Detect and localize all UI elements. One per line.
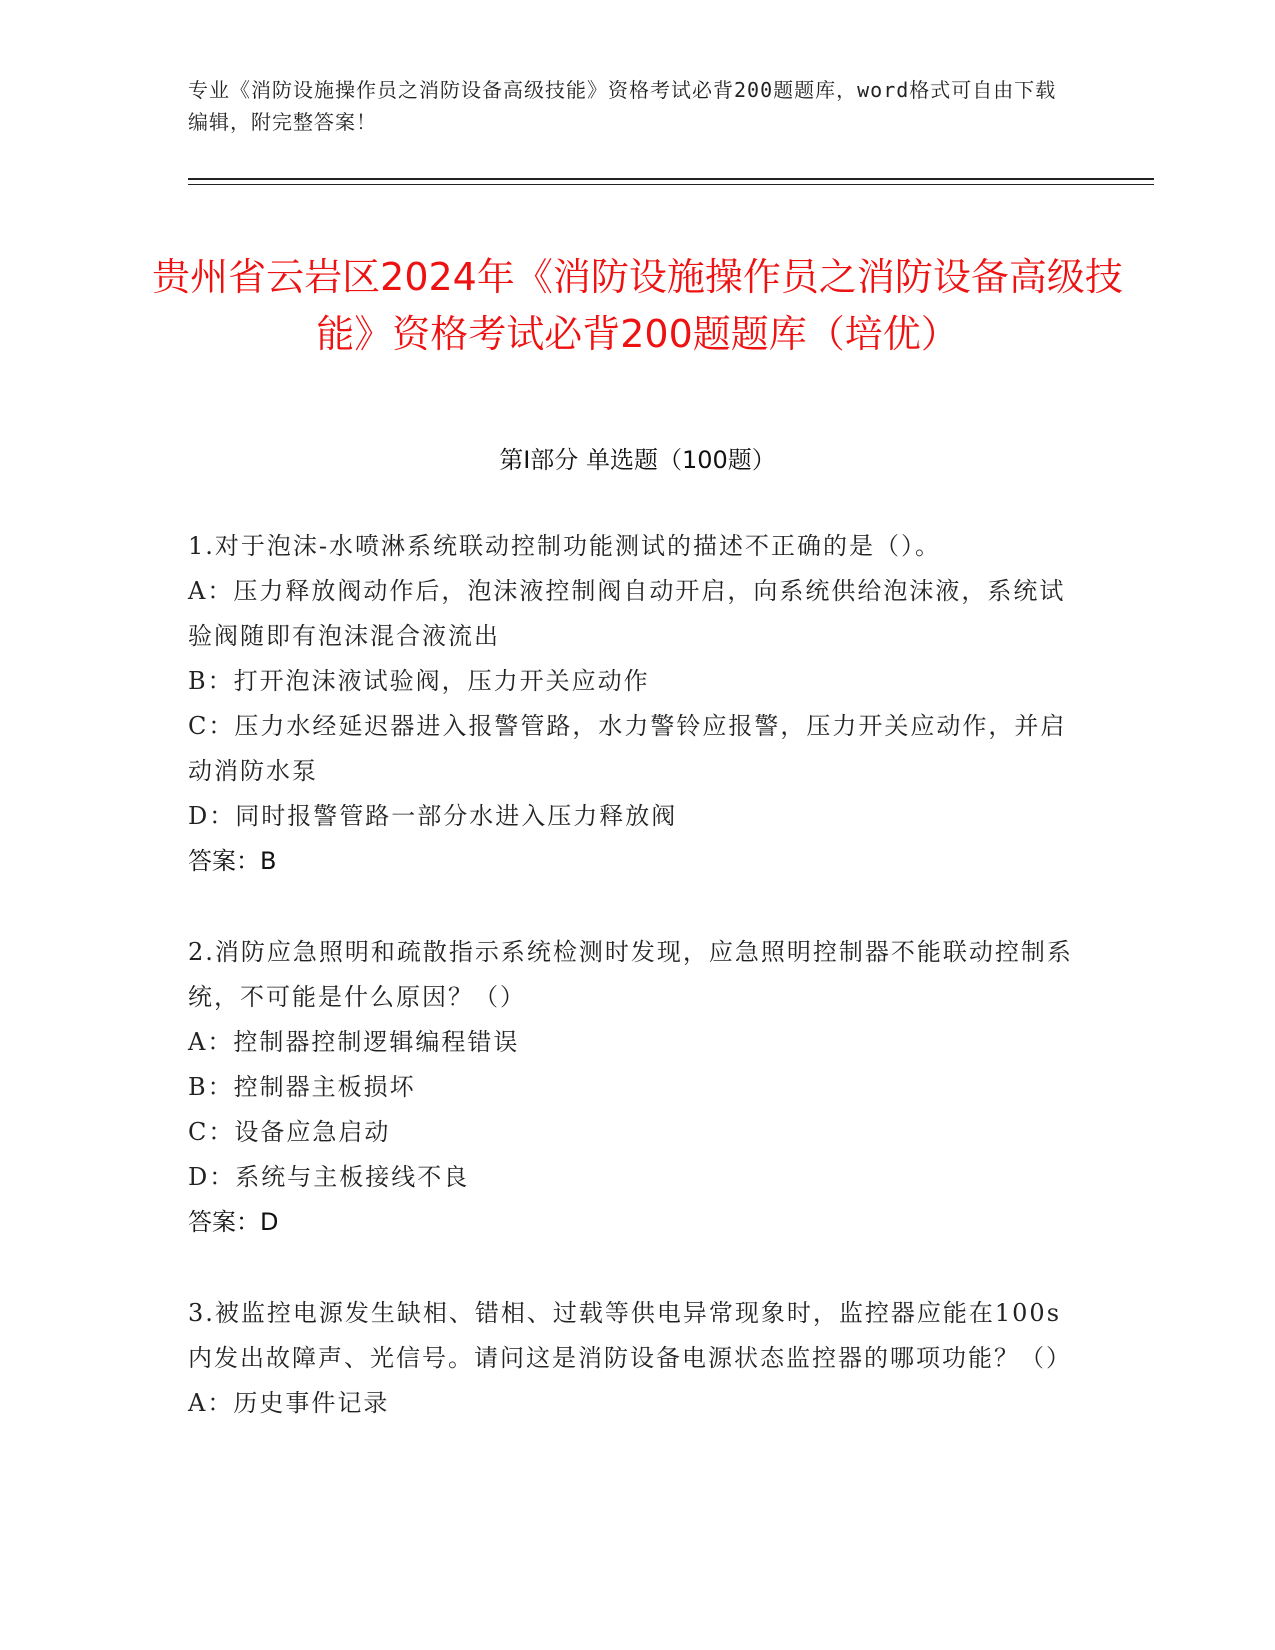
option-d: D：系统与主板接线不良 <box>188 1163 470 1191</box>
question-item <box>188 1291 1078 1426</box>
intro-text: 专业《消防设施操作员之消防设备高级技能》资格考试必背200题题库，word格式可自由下载编辑，附完整答案！ <box>188 78 1057 134</box>
option-c: C：设备应急启动 <box>188 1118 391 1146</box>
answer-label: 答案：D <box>188 1208 279 1236</box>
question-stem: 2.消防应急照明和疏散指示系统检测时发现，应急照明控制器不能联动控制系统，不可能是什么原因？（） <box>188 938 1073 1011</box>
option-a: A：控制器控制逻辑编程错误 <box>188 1028 520 1056</box>
option-b: B：打开泡沫液试验阀，压力开关应动作 <box>188 667 650 695</box>
header-divider-thick <box>188 178 1154 180</box>
question-item <box>188 930 1078 1245</box>
option-d: D：同时报警管路一部分水进入压力释放阀 <box>188 802 678 830</box>
option-c: C：压力水经延迟器进入报警管路，水力警铃应报警，压力开关应动作，并启动消防水泵 <box>188 712 1067 785</box>
option-a: A：压力释放阀动作后，泡沫液控制阀自动开启，向系统供给泡沫液，系统试验阀随即有泡沫混合液流出 <box>188 577 1066 650</box>
section-heading: 第Ⅰ部分 单选题（100题） <box>499 446 776 474</box>
header-divider-thin <box>188 184 1154 185</box>
option-b: B：控制器主板损坏 <box>188 1073 416 1101</box>
question-stem: 3.被监控电源发生缺相、错相、过载等供电异常现象时，监控器应能在100s内发出故障声、光信号。请问这是消防设备电源状态监控器的哪项功能？（） <box>188 1299 1072 1372</box>
question-item <box>188 524 1078 884</box>
question-list <box>188 524 1078 1472</box>
option-a: A：历史事件记录 <box>188 1389 390 1417</box>
answer-label: 答案：B <box>188 847 277 875</box>
question-stem: 1.对于泡沫-水喷淋系统联动控制功能测试的描述不正确的是（）。 <box>188 532 942 560</box>
document-title: 贵州省云岩区2024年《消防设施操作员之消防设备高级技能》资格考试必背200题题库（培优） <box>152 255 1123 357</box>
